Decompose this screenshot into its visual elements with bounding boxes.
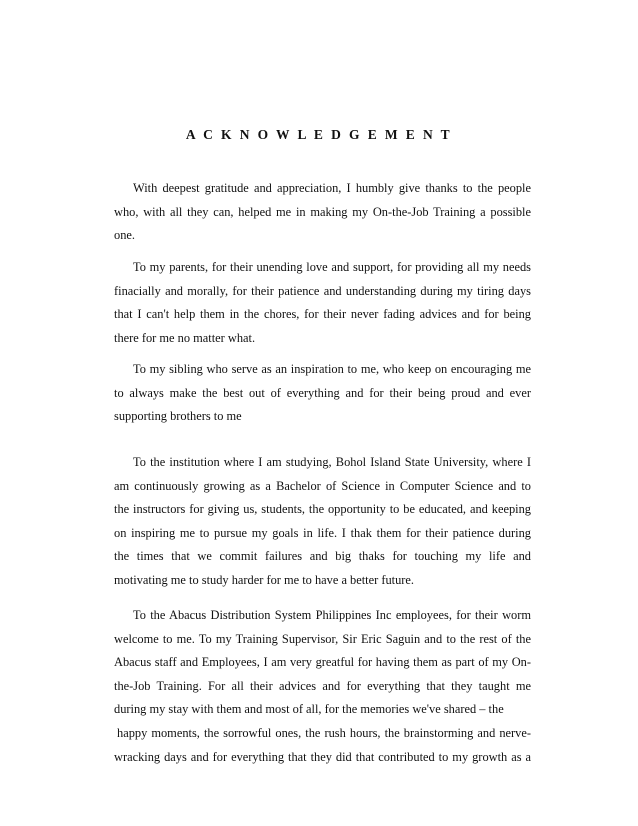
paragraph-line: To my sibling who serve as an inspiration to me, who keep on encouraging me [133,362,531,376]
paragraph-line: motivating me to study harder for me to have a better future. [114,572,415,587]
paragraph-line: happy moments, the sorrowful ones, the rush hours, the brainstorming and nerve- [117,725,531,740]
paragraph-gratitude [114,177,531,248]
paragraph-line: on inspiring me to pursue my goals in life. I thak them for their patience during [114,525,531,540]
paragraph-sibling [114,358,531,429]
paragraph-line: finacially and morally, for their patience and understanding during my tiring days [114,283,531,298]
paragraph-line: one. [114,228,135,243]
paragraph-line: the-Job Training. For all their advices and for everything that they taught me [114,678,531,693]
paragraph-line: to always make the best out of everything and for their being proud and ever [114,385,531,400]
paragraph-line: wracking days and for everything that they did that contributed to my growth as a [114,749,531,764]
paragraph-line: Abacus staff and Employees, I am very greatful for having them as part of my On- [114,655,531,670]
paragraph-line: To my parents, for their unending love and support, for providing all my needs [133,260,531,274]
paragraph-line: the times that we commit failures and big thaks for touching my life and [114,549,531,564]
paragraph-parents [114,256,531,350]
paragraph-line: the instructors for giving us, students, the opportunity to be educated, and keeping [114,502,531,517]
paragraph-line: welcome to me. To my Training Supervisor, Sir Eric Saguin and to the rest of the [114,631,531,646]
paragraph-line: supporting brothers to me [114,409,242,424]
paragraph-line: there for me no matter what. [114,330,256,345]
paragraph-line: that I can't help them in the chores, for their never fading advices and for being [114,307,531,322]
page-title: A C K N O W L E D G E M E N T [185,127,453,142]
paragraph-abacus [114,604,531,769]
paragraph-line: To the institution where I am studying, Bohol Island State University, where I [133,455,531,469]
paragraph-line: am continuously growing as a Bachelor of Science in Computer Science and to [114,478,531,493]
paragraph-line: With deepest gratitude and appreciation, I humbly give thanks to the people [133,181,531,195]
paragraph-line: To the Abacus Distribution System Philippines Inc employees, for their worm [133,608,531,622]
paragraph-line: during my stay with them and most of all, for the memories we've shared – the [114,702,504,717]
paragraph-institution [114,451,531,593]
paragraph-line: who, with all they can, helped me in making my On-the-Job Training a possible [114,204,531,219]
